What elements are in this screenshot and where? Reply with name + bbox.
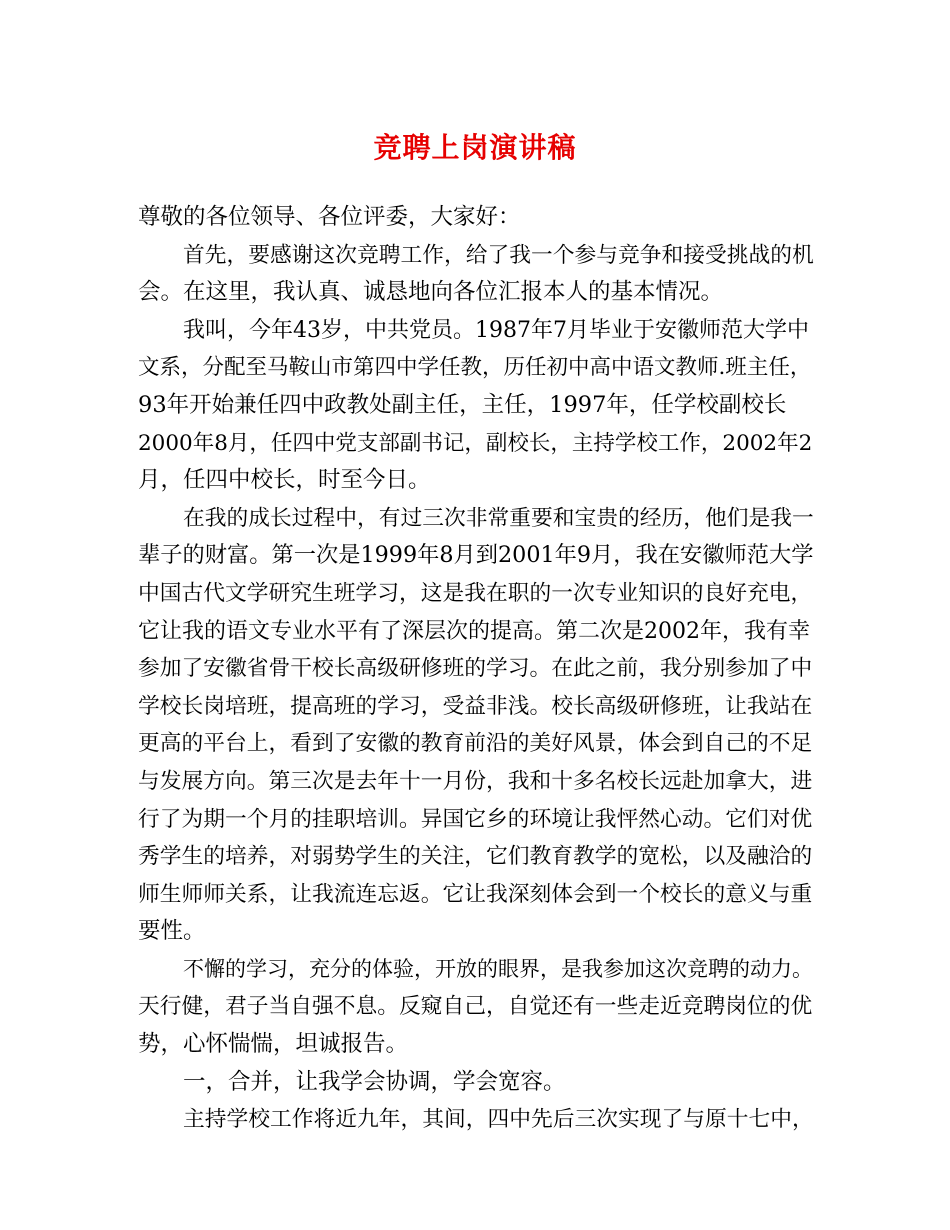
- text-line: 行了为期一个月的挂职培训。异国它乡的环境让我怦然心动。它们对优: [138, 806, 813, 832]
- text-line: 不懈的学习，充分的体验，开放的眼界，是我参加这次竞聘的动力。: [183, 956, 813, 981]
- text-line: 在我的成长过程中，有过三次非常重要和宝贵的经历，他们是我一: [183, 505, 814, 531]
- text-line: 天行健，君子当自强不息。反窥自己，自觉还有一些走近竞聘岗位的优: [138, 994, 813, 1020]
- text-line: 辈子的财富。第一次是1999年8月到2001年9月，我在安徽师范大学: [138, 542, 814, 569]
- text-line: 要性。: [138, 918, 206, 945]
- text-line: 势，心怀惴惴，坦诚报告。: [138, 1031, 409, 1058]
- text-line: 93年开始兼任四中政教处副主任，主任，1997年，任学校副校长: [138, 391, 787, 418]
- text-line: 参加了安徽省骨干校长高级研修班的学习。在此之前，我分别参加了中: [138, 656, 813, 682]
- text-line: 文系，分配至马鞍山市第四中学任教，历任初中高中语文教师.班主任，: [138, 355, 812, 381]
- text-line: 它让我的语文专业水平有了深层次的提高。第二次是2002年，我有幸: [138, 618, 810, 644]
- page-title: 竞聘上岗演讲稿: [373, 131, 577, 164]
- text-line: 主持学校工作将近九年，其间，四中先后三次实现了与原十七中，: [183, 1107, 814, 1133]
- text-line: 秀学生的培养，对弱势学生的关注，它们教育教学的宽松，以及融洽的: [138, 844, 813, 870]
- text-line: 尊敬的各位领导、各位评委，大家好：: [138, 204, 521, 230]
- text-line: 一，合并，让我学会协调，学会宽容。: [183, 1068, 566, 1095]
- text-line: 月，任四中校长，时至今日。: [138, 467, 431, 494]
- text-line: 更高的平台上，看到了安徽的教育前沿的美好风景，体会到自己的不足: [138, 731, 813, 757]
- text-line: 会。在这里，我认真、诚恳地向各位汇报本人的基本情况。: [138, 279, 724, 306]
- text-line: 首先，要感谢这次竞聘工作，给了我一个参与竞争和接受挑战的机: [183, 242, 814, 268]
- text-line: 2000年8月，任四中党支部副书记，副校长，主持学校工作，2002年2: [138, 430, 813, 456]
- text-line: 学校长岗培班，提高班的学习，受益非浅。校长高级研修班，让我站在: [138, 693, 813, 719]
- text-line: 中国古代文学研究生班学习，这是我在职的一次专业知识的良好充电，: [138, 580, 813, 606]
- text-line: 师生师师关系，让我流连忘返。它让我深刻体会到一个校长的意义与重: [138, 881, 813, 907]
- document-body: [138, 199, 814, 1139]
- text-line: 与发展方向。第三次是去年十一月份，我和十多名校长远赴加拿大，进: [138, 768, 813, 794]
- text-line: 我叫，今年43岁，中共党员。1987年7月毕业于安徽师范大学中: [183, 317, 809, 343]
